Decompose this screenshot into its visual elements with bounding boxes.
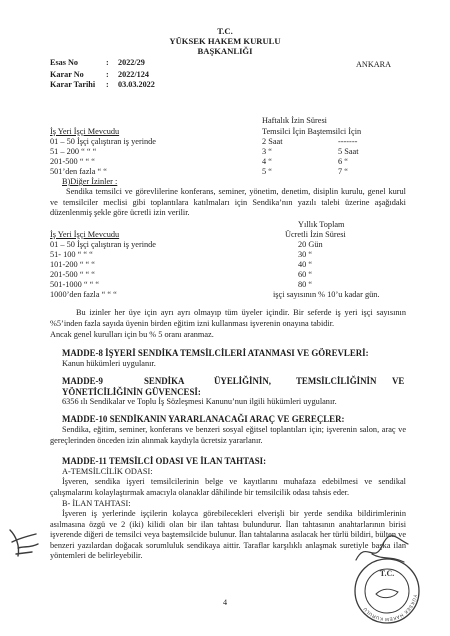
esas-value: 2022/29 — [118, 58, 145, 67]
table2-row-right: 40 “ — [298, 260, 313, 269]
karar-label: Karar No — [50, 70, 84, 79]
table1-row-c1: 3 “ — [262, 147, 272, 156]
table1-row-c2: 6 “ — [338, 157, 348, 166]
izin-paragraph-1: Bu izinler her üye için ayrı ayrı olmayıp tüm üyeler içindir. Bir seferde iş yeri işçi sayısının %5’inden fazla sayıda üyenin birden eğitim izni kullanması işverenin onayına tabidir. — [50, 308, 406, 328]
esas-sep: : — [106, 58, 109, 67]
table2-row-left: 501-1000 “ “ “ — [50, 280, 100, 289]
tarih-label: Karar Tarihi — [50, 80, 96, 89]
madde9-title-part: YÖNETİCİLİĞİNİN GÜVENCESİ: — [62, 387, 201, 397]
madde9-text: 6356 ılı Sendikalar ve Toplu İş Sözleşmesi Kanunu’nun ilgili hükümleri uygulanır. — [62, 397, 337, 406]
table2-row-right: 80 “ — [298, 280, 313, 289]
table1-head-left: İş Yeri İşçi Mevcudu — [50, 127, 120, 136]
table1-head-right2: Temsilci İçin Baştemsilci İçin — [262, 127, 362, 136]
madde8-text: Kanun hükümleri uygulanır. — [62, 359, 156, 368]
table2-row-right: 60 “ — [298, 270, 313, 279]
madde11-a-text: İşveren, sendika işyeri temsilcilerinin belge ve kayıtlarını muhafaza edebilmesi ve sendikal çalışmalarını kolaylaştırmak amacıyla olanaklar dâhilinde bir temsilcilik odası tahsis eder. — [50, 477, 406, 497]
table2-row-left: 51- 100 “ “ “ — [50, 250, 93, 259]
table2-row-left: 201-500 “ “ “ — [50, 270, 95, 279]
official-stamp — [352, 556, 422, 626]
madde9-title-part: SENDİKA — [144, 376, 185, 386]
table2-row-right: 30 “ — [298, 250, 313, 259]
karar-sep: : — [106, 70, 109, 79]
table2-row-left: 01 – 50 İşçi çalıştıran iş yerinde — [50, 240, 156, 249]
table1-row-left: 201-500 “ “ “ — [50, 157, 95, 166]
section-b-paragraph: Sendika temsilci ve görevlilerine konferans, seminer, yönetim, denetim, disiplin kurulu, genel kurul ve temsilciler meclisi gibi toplantılara katılmaları için Sendika’nın yazılı talebi üzerine aşağıdaki düzenlenmiş şekle göre ücretli izin verilir. — [50, 187, 406, 218]
madde8-title: MADDE-8 İŞYERİ SENDİKA TEMSİLCİLERİ ATANMASI VE GÖREVLERİ: — [62, 348, 369, 358]
table1-row-c2: ------- — [338, 137, 358, 146]
table2-row-left: 101-200 “ “ “ — [50, 260, 95, 269]
izin-paragraph-2: Ancak genel kurulları için bu % 5 oranı aranmaz. — [50, 330, 214, 339]
table2-head-right2: Ücretli İzin Süresi — [285, 230, 346, 239]
table1-row-left: 51 – 200 “ “ “ — [50, 147, 97, 156]
madde9-title-part: VE — [392, 376, 405, 386]
madde11-b-title: B- İLAN TAHTASI: — [62, 499, 131, 508]
handwritten-signature — [6, 524, 42, 560]
karar-value: 2022/124 — [118, 70, 149, 79]
section-b-title: B)Diğer İzinler : — [62, 177, 118, 186]
madde10-title: MADDE-10 SENDİKANIN YARARLANACAĞI ARAÇ VE GEREÇLER: — [62, 414, 345, 424]
table1-row-c1: 4 “ — [262, 157, 272, 166]
madde11-title: MADDE-11 TEMSİLCİ ODASI VE İLAN TAHTASI: — [62, 456, 267, 466]
table2-row-left: 1000’den fazla “ “ “ — [50, 290, 117, 299]
table1-row-c1: 2 Saat — [262, 137, 283, 146]
table2-head-left: İş Yeri İşçi Mevcudu — [50, 230, 120, 239]
esas-label: Esas No — [50, 58, 78, 67]
table1-row-c2: 7 “ — [338, 167, 348, 176]
header-tc: T.C. — [217, 26, 233, 36]
stamp-top-text: T.C. — [379, 569, 395, 578]
madde11-a-title: A-TEMSİLCİLİK ODASI: — [62, 467, 153, 476]
table1-row-c1: 5 “ — [262, 167, 272, 176]
tarih-sep: : — [106, 80, 109, 89]
tarih-value: 03.03.2022 — [118, 80, 155, 89]
header-institution: YÜKSEK HAKEM KURULU — [169, 36, 281, 46]
city: ANKARA — [356, 60, 392, 69]
page-number: 4 — [222, 598, 228, 607]
table2-row-right: 20 Gün — [298, 240, 323, 249]
madde9-title-part: ÜYELİĞİNİN, — [214, 376, 271, 386]
madde9-title-part: TEMSİLCİLİĞİNİN — [296, 376, 377, 386]
table1-row-left: 501’den fazla “ “ — [50, 167, 107, 176]
table1-row-c2: 5 Saat — [338, 147, 359, 156]
header-department: BAŞKANLIĞI — [197, 46, 253, 56]
madde11-b-text: İşveren iş yerlerinde işçilerin kolayca görebilecekleri elverişli bir yerde sendika bildirimlerinin asılmasına özgü ve 2 (iki) kilidi olan bir ilan tahtası bulundurur. İlan tahtasının anahtarlarının birisi işverende diğeri de temsilci veya baştemsilcide bulunur. İlan tahtalarına asılacak her türlü bildiri, bülten ve benzeri yazılardan doğacak sorumluluk sendikaya aittir. Taraflar karşılıklı anlaşmak suretiyle başka ilan yöntemleri de belirleyebilir. — [50, 509, 406, 561]
table1-head-right1: Haftalık İzin Süresi — [262, 116, 327, 125]
table1-row-left: 01 – 50 İşçi çalıştıran iş yerinde — [50, 137, 156, 146]
stamp-ring-text: YÜKSEK HAKEM KURULU — [362, 594, 418, 623]
table2-row-right: işçi sayısının % 10’u kadar gün. — [273, 290, 380, 299]
table2-head-right1: Yıllık Toplam — [298, 220, 345, 229]
madde9-title-part: MADDE-9 — [62, 376, 103, 386]
madde10-text: Sendika, eğitim, seminer, konferans ve benzeri sosyal eğitsel toplantıları için; işverenin salon, araç ve gereçlerinden önceden izin alınmak kaydıyla ücretsiz yararlanır. — [50, 425, 406, 445]
